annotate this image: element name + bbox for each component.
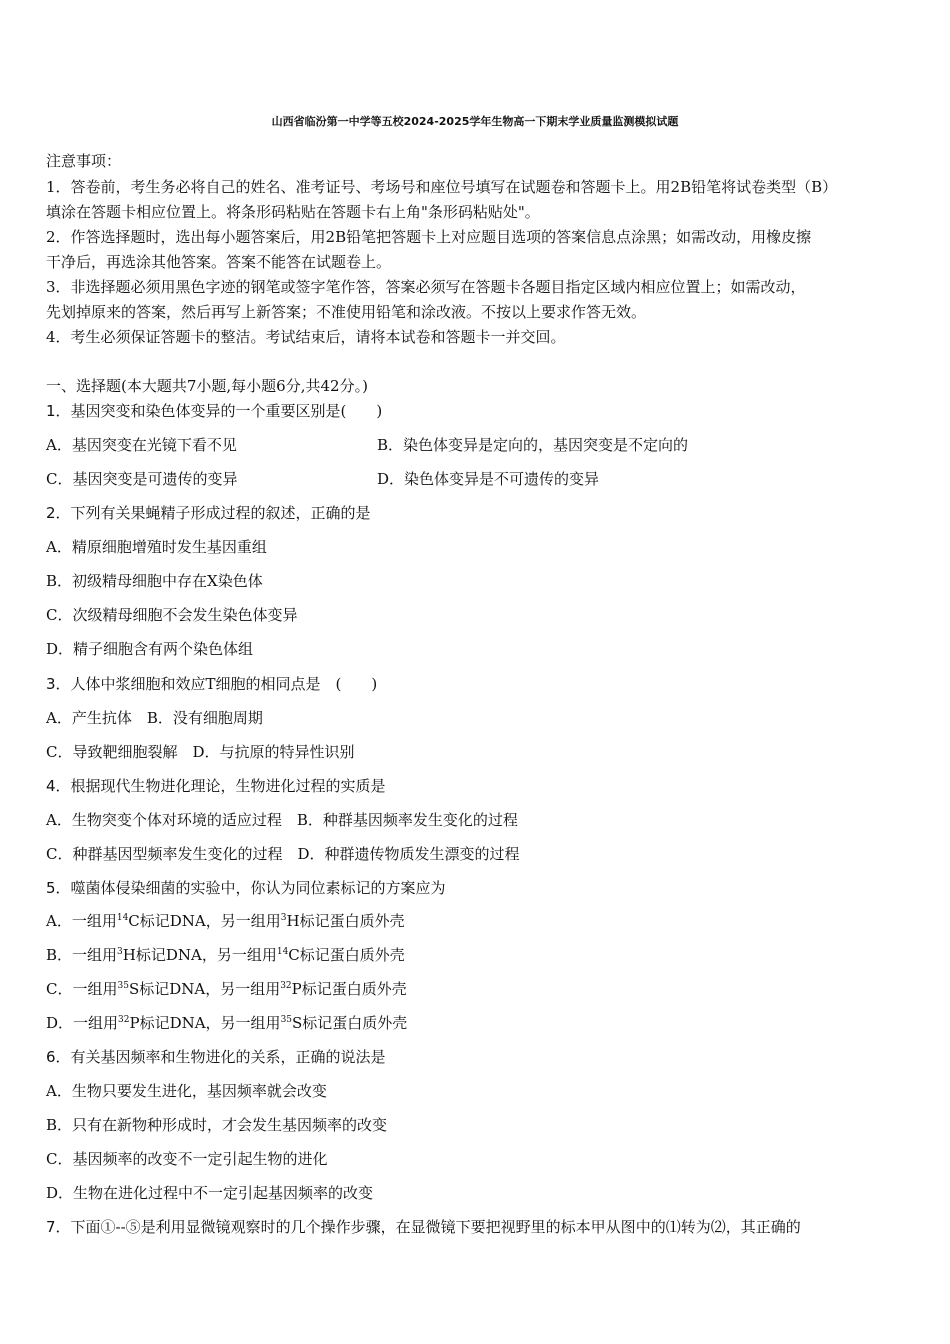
options-cd: C．导致靶细胞裂解 D．与抗原的特异性识别 <box>46 743 355 761</box>
question-1-options-ab <box>46 435 906 455</box>
question-stem: 人体中浆细胞和效应T细胞的相同点是 ( ) <box>70 675 378 693</box>
question-stem: 噬菌体侵染细菌的实验中，你认为同位素标记的方案应为 <box>70 879 446 897</box>
notice-line-2: 填涂在答题卡相应位置上。将条形码粘贴在答题卡右上角"条形码粘贴处"。 <box>46 203 540 221</box>
question-number: 6． <box>46 1048 71 1066</box>
option-text: C标记蛋白质外壳 <box>288 946 405 964</box>
option-b: B．初级精母细胞中存在X染色体 <box>46 572 263 590</box>
option-a: A．生物只要发生进化，基因频率就会改变 <box>46 1082 327 1100</box>
option-text: P标记DNA，另一组用 <box>129 1014 281 1032</box>
isotope-mass: 3 <box>117 947 123 957</box>
question-number: 1． <box>46 402 71 420</box>
notice-line-6: 先划掉原来的答案，然后再写上新答案；不准使用铅笔和涂改液。不按以上要求作答无效。 <box>46 303 647 321</box>
option-text: H标记蛋白质外壳 <box>286 912 405 930</box>
option-a: A．精原细胞增殖时发生基因重组 <box>46 538 267 556</box>
option-c <box>46 979 407 999</box>
question-3 <box>46 674 377 694</box>
options-ab: A．生物突变个体对环境的适应过程 B．种群基因频率发生变化的过程 <box>46 811 518 829</box>
option-d <box>46 1013 407 1033</box>
notice-line-4: 干净后，再选涂其他答案。答案不能答在试题卷上。 <box>46 253 392 271</box>
question-2 <box>46 503 371 523</box>
isotope-mass: 14 <box>276 947 289 957</box>
page-title: 山西省临汾第一中学等五校2024-2025学年生物高一下期末学业质量监测模拟试题 <box>271 115 679 128</box>
question-stem: 下列有关果蝇精子形成过程的叙述，正确的是 <box>70 504 371 522</box>
isotope-mass: 32 <box>280 981 292 991</box>
question-1-options-cd <box>46 469 906 489</box>
option-b: B．只有在新物种形成时，才会发生基因频率的改变 <box>46 1116 388 1134</box>
option-text: A．一组用 <box>46 912 117 930</box>
option-text: C．一组用 <box>46 980 118 998</box>
question-6 <box>46 1047 386 1067</box>
option-text: H标记DNA，另一组用 <box>122 946 277 964</box>
option-b: B．染色体变异是定向的，基因突变是不定向的 <box>377 436 689 454</box>
question-number: 3． <box>46 675 71 693</box>
question-stem: 有关基因频率和生物进化的关系，正确的说法是 <box>70 1048 386 1066</box>
question-stem: 基因突变和染色体变异的一个重要区别是( ) <box>70 402 383 420</box>
question-stem: 根据现代生物进化理论，生物进化过程的实质是 <box>70 777 386 795</box>
options-ab: A．产生抗体 B．没有细胞周期 <box>46 709 263 727</box>
notice-line-5: 3．非选择题必须用黑色字迹的钢笔或签字笔作答，答案必须写在答题卡各题目指定区域内相应位置上；如需改动， <box>46 278 806 296</box>
question-number: 7． <box>46 1218 71 1236</box>
option-a: A．基因突变在光镜下看不见 <box>46 436 237 454</box>
question-1 <box>46 401 382 421</box>
option-d: D．染色体变异是不可遗传的变异 <box>377 470 600 488</box>
isotope-mass: 32 <box>118 1015 130 1025</box>
question-stem: 下面①--⑤是利用显微镜观察时的几个操作步骤，在显微镜下要把视野里的标本甲从图中的⑴转为⑵，其正确的 <box>70 1218 801 1236</box>
notice-heading: 注意事项： <box>46 152 122 170</box>
option-a <box>46 911 405 931</box>
option-text: P标记蛋白质外壳 <box>291 980 407 998</box>
isotope-mass: 35 <box>280 1015 293 1025</box>
option-c: C．次级精母细胞不会发生染色体变异 <box>46 606 298 624</box>
notice-line-7: 4．考生必须保证答题卡的整洁。考试结束后，请将本试卷和答题卡一并交回。 <box>46 328 566 346</box>
option-text: S标记蛋白质外壳 <box>292 1014 408 1032</box>
notice-line-3: 2．作答选择题时，选出每小题答案后，用2B铅笔把答题卡上对应题目选项的答案信息点涂黑；如需改动，用橡皮擦 <box>46 228 812 246</box>
question-5 <box>46 878 446 898</box>
option-text: B．一组用 <box>46 946 118 964</box>
isotope-mass: 14 <box>116 913 129 923</box>
options-cd: C．种群基因型频率发生变化的过程 D．种群遗传物质发生漂变的过程 <box>46 845 520 863</box>
question-7 <box>46 1217 801 1237</box>
option-c: C．基因频率的改变不一定引起生物的进化 <box>46 1150 328 1168</box>
section-heading: 一、选择题(本大题共7小题,每小题6分,共42分。) <box>46 377 368 395</box>
question-4 <box>46 776 386 796</box>
question-number: 4． <box>46 777 71 795</box>
option-d: D．生物在进化过程中不一定引起基因频率的改变 <box>46 1184 374 1202</box>
option-d: D．精子细胞含有两个染色体组 <box>46 640 254 658</box>
isotope-mass: 35 <box>117 981 129 991</box>
question-number: 2． <box>46 504 71 522</box>
question-number: 5． <box>46 879 71 897</box>
notice-line-1: 1．答卷前，考生务必将自己的姓名、准考证号、考场号和座位号填写在试题卷和答题卡上。用2B铅笔将试卷类型（B） <box>46 178 838 196</box>
option-text: D．一组用 <box>46 1014 119 1032</box>
option-text: S标记DNA，另一组用 <box>128 980 281 998</box>
option-c: C．基因突变是可遗传的变异 <box>46 470 238 488</box>
option-b <box>46 945 405 965</box>
option-text: C标记DNA，另一组用 <box>128 912 281 930</box>
isotope-mass: 3 <box>280 913 287 923</box>
